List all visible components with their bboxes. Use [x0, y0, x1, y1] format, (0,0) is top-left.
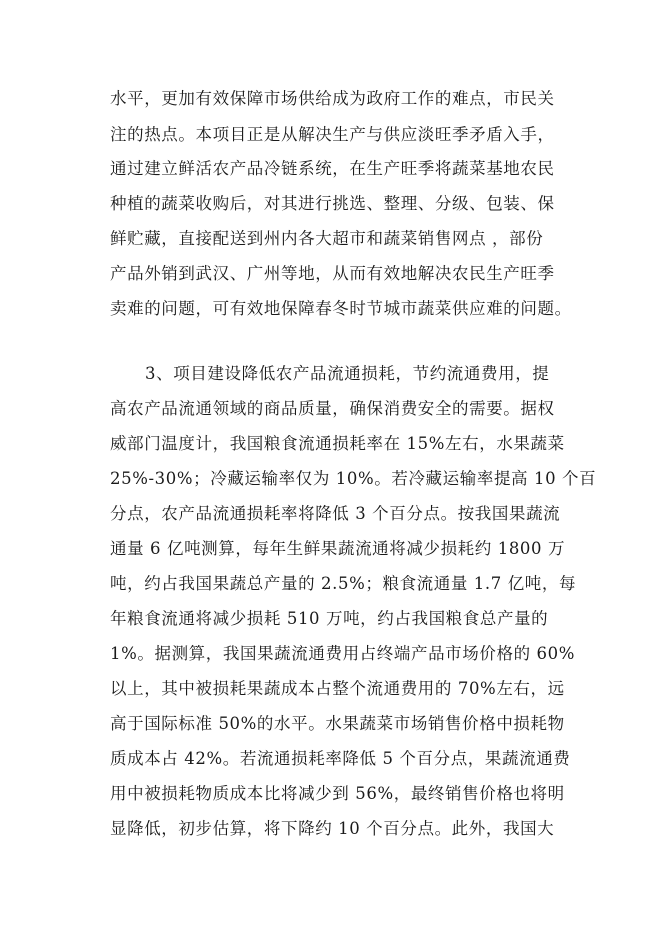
text-line: 1%。据测算，我国果蔬流通费用占终端产品市场价格的 60%	[110, 644, 575, 663]
text-line: 产品外销到武汉、广州等地，从而有效地解决农民生产旺季	[110, 264, 555, 283]
text-line: 种植的蔬菜收购后，对其进行挑选、整理、分级、包装、保	[110, 194, 555, 213]
text-line: 通过建立鲜活农产品冷链系统，在生产旺季将蔬菜基地农民	[110, 159, 555, 178]
text-line: 卖难的问题，可有效地保障春冬时节城市蔬菜供应难的问题。	[110, 299, 572, 318]
text-line: 用中被损耗物质成本比将减少到 56%，最终销售价格也将明	[110, 784, 565, 803]
text-line: 3、项目建设降低农产品流通损耗，节约流通费用，提	[145, 364, 550, 383]
text-line: 高农产品流通领域的商品质量，确保消费安全的需要。据权	[110, 399, 555, 418]
text-line: 质成本占 42%。若流通损耗率降低 5 个百分点，果蔬流通费	[110, 749, 571, 768]
text-line: 通量 6 亿吨测算，每年生鲜果蔬流通将减少损耗约 1800 万	[110, 539, 566, 558]
text-line: 显降低，初步估算，将下降约 10 个百分点。此外，我国大	[110, 819, 555, 838]
text-line: 吨，约占我国果蔬总产量的 2.5%；粮食流通量 1.7 亿吨，每	[110, 574, 577, 593]
text-line: 鲜贮藏，直接配送到州内各大超市和蔬菜销售网点 ，部份	[110, 229, 544, 248]
text-line: 威部门温度计，我国粮食流通损耗率在 15%左右，水果蔬菜	[110, 434, 565, 453]
text-line: 水平，更加有效保障市场供给成为政府工作的难点，市民关	[110, 89, 555, 108]
text-line: 年粮食流通将减少损耗 510 万吨，约占我国粮食总产量的	[110, 609, 549, 628]
text-line: 以上，其中被损耗果蔬成本占整个流通费用的 70%左右，远	[110, 679, 565, 698]
text-line: 分点，农产品流通损耗率将降低 3 个百分点。按我国果蔬流	[110, 504, 561, 523]
text-line: 25%-30%；冷藏运输率仅为 10%。若冷藏运输率提高 10 个百	[110, 469, 597, 488]
text-line: 注的热点。本项目正是从解决生产与供应淡旺季矛盾入手，	[110, 125, 555, 144]
text-line: 高于国际标准 50%的水平。水果蔬菜市场销售价格中损耗物	[110, 714, 565, 733]
